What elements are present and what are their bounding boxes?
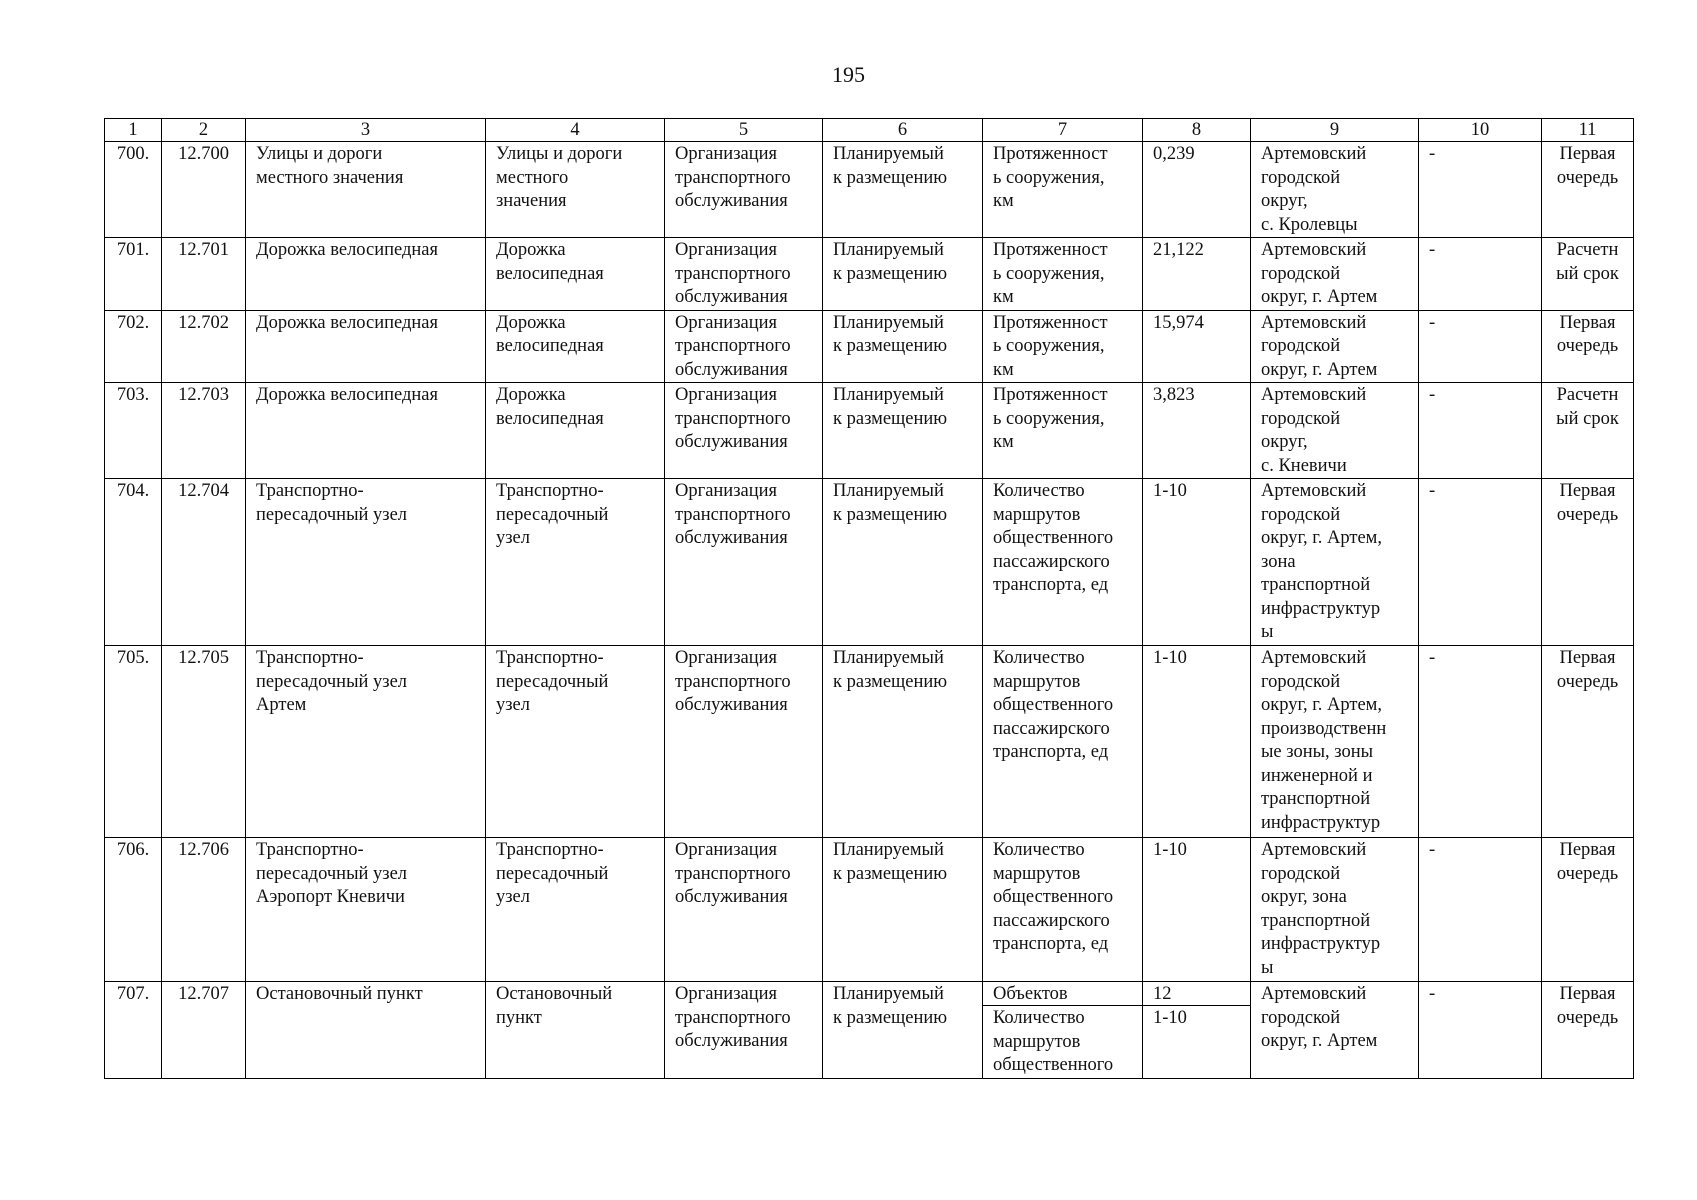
object-status: Планируемый к размещению	[823, 310, 983, 383]
object-code: 12.704	[162, 479, 246, 646]
object-code: 12.703	[162, 383, 246, 479]
object-type: Транспортно- пересадочный узел	[486, 646, 665, 838]
object-code: 12.706	[162, 838, 246, 982]
row-number: 700.	[105, 142, 162, 238]
row-number: 705.	[105, 646, 162, 838]
column-10-value: -	[1419, 479, 1542, 646]
object-location: Артемовский городской округ, г. Артем	[1251, 982, 1419, 1079]
object-characteristic: Объектов	[983, 982, 1142, 1006]
object-type: Транспортно- пересадочный узел	[486, 479, 665, 646]
characteristic-value: 3,823	[1143, 383, 1251, 479]
object-characteristic: Количество маршрутов общественного пассажирского транспорта, ед	[983, 646, 1143, 838]
object-name: Дорожка велосипедная	[246, 238, 486, 311]
table-row	[105, 142, 1634, 238]
object-purpose: Организация транспортного обслуживания	[665, 982, 823, 1079]
column-header: 8	[1143, 119, 1251, 142]
object-status: Планируемый к размещению	[823, 142, 983, 238]
planned-objects-table	[104, 118, 1634, 1079]
table-row	[105, 310, 1634, 383]
characteristic-value: 15,974	[1143, 310, 1251, 383]
row-number: 706.	[105, 838, 162, 982]
column-header: 4	[486, 119, 665, 142]
table-row	[105, 838, 1634, 982]
object-type: Улицы и дороги местного значения	[486, 142, 665, 238]
object-status: Планируемый к размещению	[823, 383, 983, 479]
characteristic-value-split	[1143, 982, 1251, 1079]
column-10-value: -	[1419, 142, 1542, 238]
page-number: 195	[832, 62, 865, 87]
object-characteristic: Количество маршрутов общественного пассажирского транспорта, ед	[983, 479, 1143, 646]
column-header: 2	[162, 119, 246, 142]
object-name: Улицы и дороги местного значения	[246, 142, 486, 238]
object-characteristic: Протяженност ь сооружения, км	[983, 142, 1143, 238]
implementation-stage: Расчетн ый срок	[1542, 383, 1634, 479]
object-purpose: Организация транспортного обслуживания	[665, 142, 823, 238]
object-name: Дорожка велосипедная	[246, 310, 486, 383]
column-header: 6	[823, 119, 983, 142]
table-row	[105, 238, 1634, 311]
column-10-value: -	[1419, 310, 1542, 383]
column-header: 3	[246, 119, 486, 142]
implementation-stage: Первая очередь	[1542, 982, 1634, 1079]
object-code: 12.707	[162, 982, 246, 1079]
object-characteristic: Количество маршрутов общественного пассажирского транспорта, ед	[983, 838, 1143, 982]
object-location: Артемовский городской округ, с. Кневичи	[1251, 383, 1419, 479]
column-number-row	[105, 119, 1634, 142]
object-purpose: Организация транспортного обслуживания	[665, 646, 823, 838]
object-purpose: Организация транспортного обслуживания	[665, 238, 823, 311]
characteristic-value: 1-10	[1143, 646, 1251, 838]
row-number: 707.	[105, 982, 162, 1079]
object-code: 12.701	[162, 238, 246, 311]
column-header: 7	[983, 119, 1143, 142]
object-characteristic: Протяженност ь сооружения, км	[983, 383, 1143, 479]
object-characteristic: Протяженност ь сооружения, км	[983, 310, 1143, 383]
object-type: Транспортно- пересадочный узел	[486, 838, 665, 982]
object-location: Артемовский городской округ, с. Кролевцы	[1251, 142, 1419, 238]
characteristic-value: 12	[1143, 982, 1250, 1006]
object-purpose: Организация транспортного обслуживания	[665, 310, 823, 383]
column-header: 1	[105, 119, 162, 142]
object-purpose: Организация транспортного обслуживания	[665, 838, 823, 982]
column-header: 5	[665, 119, 823, 142]
characteristic-value: 0,239	[1143, 142, 1251, 238]
column-10-value: -	[1419, 238, 1542, 311]
characteristic-value-secondary: 1-10	[1153, 1008, 1187, 1028]
column-10-value: -	[1419, 383, 1542, 479]
column-10-value: -	[1419, 982, 1542, 1079]
table-row	[105, 646, 1634, 838]
row-number: 703.	[105, 383, 162, 479]
object-type: Остановочный пункт	[486, 982, 665, 1079]
object-name: Транспортно- пересадочный узел Аэропорт Кневичи	[246, 838, 486, 982]
object-location: Артемовский городской округ, зона транспортной инфраструктур ы	[1251, 838, 1419, 982]
object-status: Планируемый к размещению	[823, 238, 983, 311]
object-code: 12.700	[162, 142, 246, 238]
object-code: 12.705	[162, 646, 246, 838]
object-name: Транспортно- пересадочный узел	[246, 479, 486, 646]
object-status: Планируемый к размещению	[823, 838, 983, 982]
object-status: Планируемый к размещению	[823, 479, 983, 646]
implementation-stage: Первая очередь	[1542, 479, 1634, 646]
object-code: 12.702	[162, 310, 246, 383]
object-location: Артемовский городской округ, г. Артем	[1251, 238, 1419, 311]
object-location: Артемовский городской округ, г. Артем	[1251, 310, 1419, 383]
implementation-stage: Первая очередь	[1542, 838, 1634, 982]
object-characteristic: Протяженност ь сооружения, км	[983, 238, 1143, 311]
object-name: Дорожка велосипедная	[246, 383, 486, 479]
object-type: Дорожка велосипедная	[486, 238, 665, 311]
characteristic-value: 21,122	[1143, 238, 1251, 311]
object-purpose: Организация транспортного обслуживания	[665, 479, 823, 646]
implementation-stage: Расчетн ый срок	[1542, 238, 1634, 311]
row-number: 704.	[105, 479, 162, 646]
object-location: Артемовский городской округ, г. Артем, производственн ые зоны, зоны инженерной и транспортной инфраструктур	[1251, 646, 1419, 838]
object-type: Дорожка велосипедная	[486, 383, 665, 479]
table-row	[105, 383, 1634, 479]
object-purpose: Организация транспортного обслуживания	[665, 383, 823, 479]
object-name: Транспортно- пересадочный узел Артем	[246, 646, 486, 838]
implementation-stage: Первая очередь	[1542, 646, 1634, 838]
column-header: 11	[1542, 119, 1634, 142]
object-status: Планируемый к размещению	[823, 646, 983, 838]
table-row	[105, 982, 1634, 1079]
object-status: Планируемый к размещению	[823, 982, 983, 1079]
implementation-stage: Первая очередь	[1542, 310, 1634, 383]
object-characteristic-secondary: Количество маршрутов общественного	[993, 1008, 1114, 1075]
column-header: 10	[1419, 119, 1542, 142]
object-type: Дорожка велосипедная	[486, 310, 665, 383]
table-row	[105, 479, 1634, 646]
characteristic-value: 1-10	[1143, 838, 1251, 982]
row-number: 702.	[105, 310, 162, 383]
object-characteristic-split	[983, 982, 1143, 1079]
implementation-stage: Первая очередь	[1542, 142, 1634, 238]
object-name: Остановочный пункт	[246, 982, 486, 1079]
column-10-value: -	[1419, 838, 1542, 982]
characteristic-value: 1-10	[1143, 479, 1251, 646]
object-location: Артемовский городской округ, г. Артем, зона транспортной инфраструктур ы	[1251, 479, 1419, 646]
column-10-value: -	[1419, 646, 1542, 838]
row-number: 701.	[105, 238, 162, 311]
column-header: 9	[1251, 119, 1419, 142]
